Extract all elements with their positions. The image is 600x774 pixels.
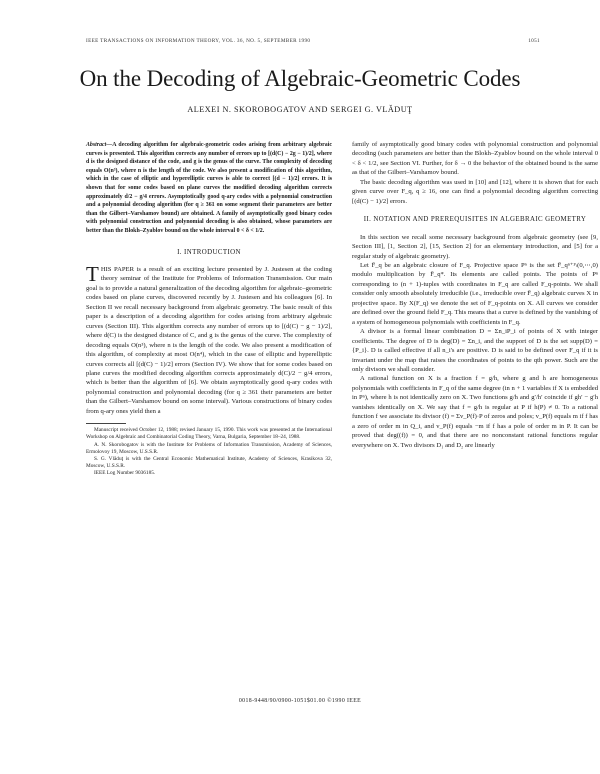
intro-continuation: family of asymptotically good binary codes with polynomial construction and polynomial decoding (such parameters are better than the Blokh–Zyablov bound on the whole interval 0 < δ < 1/2, see Section VI. Further, for δ → 0 the behavior of the obtained bound is the same as that of the Gilbert–Varshamov bound. xyxy=(352,141,598,177)
page-number: 1051 xyxy=(528,38,540,44)
footnote-received: Manuscript received October 12, 1988; revised January 15, 1990. This work was presented at the International Workshop on Algebraic and Combinatorial Coding Theory, Varna, Bulgaria, September 18–24, 1988. xyxy=(86,427,332,441)
intro-paragraph-2: The basic decoding algorithm was used in [10] and [12], where it is shown that for each given curve over F_q, q ≥ 16, one can find a polynomial decoding algorithm correcting [(d(C) − 1)/2] errors. xyxy=(352,178,598,205)
notation-paragraph-1: In this section we recall some necessary background from algebraic geometry (see [9, Section III], [1, Section 2], [15, Section 2] for an elementary introduction, and [5] for a regular study of algebraic geometry). xyxy=(352,233,598,260)
left-column xyxy=(86,141,332,478)
notation-paragraph-3: A divisor is a formal linear combination D = Σn_iP_i of points of X with integer coefficients. The degree of D is deg(D) = Σn_i, and the support of D is the set supp(D) = {P_i}. D is called effective if all n_i's are positive. D is said to be defined over F_q if it is invariant under the map that raises the coordinates of points to the qth power. Such are the only divisors we shall consider. xyxy=(352,328,598,373)
section-heading-introduction: I. INTRODUCTION xyxy=(177,248,241,256)
authors: ALEXEI N. SKOROBOGATOV AND SERGEI G. VLĂDUŢ xyxy=(187,105,413,114)
abstract-lead: Abstract xyxy=(86,142,107,148)
paper-title: On the Decoding of Algebraic-Geometric Codes xyxy=(79,66,521,91)
abstract-text: —A decoding algorithm for algebraic-geometric codes arising from arbitrary algebraic curves is presented. This algorithm corrects any number of errors up to [(d(C) − 2g − 1)/2], where d is the designed distance of the code, and g is the genus of the curve. The complexity of decoding equals O(n³), where n is the length of the code. We also present a modification of this algorithm, which in the case of elliptic and hyperelliptic curves is able to correct [(d − 1)/2] errors. It is shown that for some codes based on plane curves the modified decoding algorithm corrects approximately d/2 − g/4 errors. Asymptotically good q-ary codes with a polynomial construction and a polynomial decoding algorithm (for q ≥ 361 on some segment their parameters are better than the Gilbert–Varshamov bound) are obtained. A family of asymptotically good binary codes with polynomial construction and polynomial decoding is also obtained, whose parameters are better than the Blokh–Zyablov bound on the whole interval 0 < δ < 1/2. xyxy=(86,142,332,234)
intro-smallcaps: HIS PAPER xyxy=(100,265,134,273)
abstract xyxy=(86,141,332,236)
footnote-divider xyxy=(86,423,126,424)
section-heading-notation: II. NOTATION AND PREREQUISITES IN ALGEBRAIC GEOMETRY xyxy=(363,216,587,224)
running-head xyxy=(86,38,540,44)
intro-text: is a result of an exciting lecture presented by J. Justesen at the coding theory seminar of the Institute for Problems of Information Transmission. Our main goal is to provide a natural generalization of the decoding algorithm for algebraic–geometric codes based on plane curves, discovered recently by J. Justesen and his colleagues [6]. In Section II we recall necessary background from algebraic geometry. The basic result of this paper is a description of a decoding algorithm for codes arising from arbitrary algebraic curves (Section III). This algorithm corrects any number of errors up to [(d(C) − g − 1)/2], where d(C) is the designed distance of C, and g is the genus of the curve. The complexity of decoding equals O(n³), where n is the length of the code. We also present a modification of this algorithm, of complexity at most O(n⁴), which in the case of elliptic and hyperelliptic curves corrects all [(d(C) − 1)/2] errors (Section IV). We show that for some codes based on plane curves the modified decoding algorithm corrects approximately d(C)/2 − g/4 errors, which is better than the algorithm of [6]. We obtain asymptotically good q-ary codes with polynomial construction and polynomial decoding (for q ≥ 361 their parameters are better than the Gilbert–Varshamov bound on some interval). Various constructions of binary codes from q-ary ones yield then a xyxy=(86,265,332,415)
drop-cap: T xyxy=(86,261,99,286)
notation-paragraph-4: A rational function on X is a fraction f = g/h, where g and h are homogeneous polynomials with coefficients in F_q of the same degree (in n + 1 variables if X is embedded in Pⁿ), where h is not identically zero on X. Two functions g/h and g′/h′ coincide if gh′ − g′h vanishes identically on X. We say that f = g/h is regular at P if h(P) ≠ 0. To a rational function f we associate its divisor (f) = Σv_P(f)·P of zeros and poles; v_P(f) equals m if f has a zero of order m in Q_i, and v_P(f) equals −m if f has a pole of order m in P. It can be proved that deg((f)) = 0, and that there are no nonconstant rational functions regular everywhere on X. Two divisors D₁ and D₂ are linearly xyxy=(352,375,598,449)
intro-paragraph xyxy=(86,261,332,416)
right-column xyxy=(352,140,598,450)
journal-info: IEEE TRANSACTIONS ON INFORMATION THEORY, VOL. 36, NO. 5, SEPTEMBER 1990 xyxy=(86,38,311,44)
issn-copyright: 0018-9448/90/0900-1051$01.00 ©1990 IEEE xyxy=(238,698,362,704)
footnote-author1: A. N. Skorobogatov is with the Institute for Problems of Information Transmission, Academy of Sciences, Ermolovoy 19, Moscow, U.S.S.R. xyxy=(86,441,332,455)
notation-paragraph-2: Let F̄_q be an algebraic closure of F_q. Projective space Pⁿ is the set F̄_qⁿ⁺¹\(0,⋯,0) modulo multiplication by F̄_q*. Its elements are called points. The points of Pⁿ corresponding to (n + 1)-tuples with coordinates in F_q are called F_q-points. We shall consider only smooth absolutely irreducible (i.e., irreducible over F̄_q) algebraic curves X in projective space. By X(F_q) we denote the set of F_q-points on X. All curves we consider are defined over the ground field F_q. This means that a curve is defined by the vanishing of a system of homogeneous polynomials with coefficients in F_q. xyxy=(352,261,598,326)
footnote-author2: S. G. Vlăduţ is with the Central Economic Mathematical Institute, Academy of Sciences, Krasikova 32, Moscow, U.S.S.R. xyxy=(86,456,332,470)
ieee-log-number: IEEE Log Number 9036185. xyxy=(94,470,156,477)
